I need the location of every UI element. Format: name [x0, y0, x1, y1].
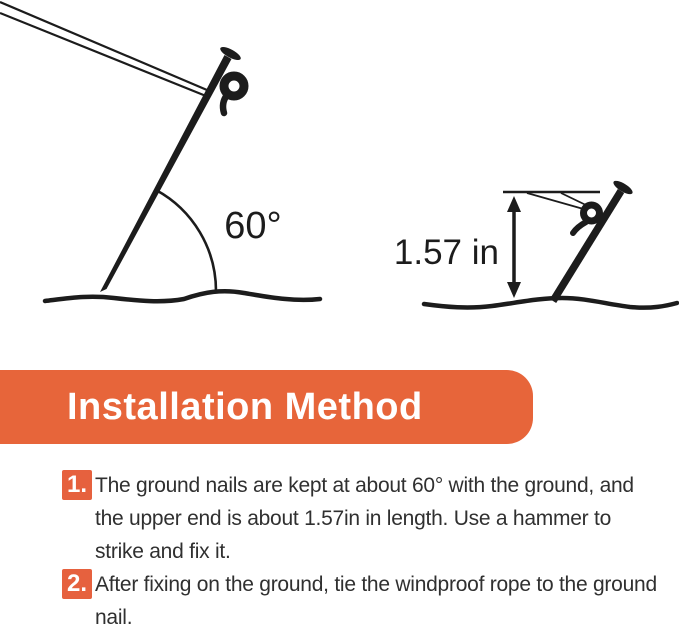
angle-arc	[156, 190, 216, 291]
step-number-badge: 2.	[62, 569, 92, 599]
instruction-item	[62, 469, 662, 568]
banner-title: Installation Method	[67, 385, 423, 428]
height-label: 1.57 in	[393, 233, 499, 272]
stake-hook-ring	[584, 205, 600, 221]
instruction-text: The ground nails are kept at about 60° with the ground, and the upper end is about 1.57in in length. Use a hammer to strike and fix it.	[95, 474, 634, 563]
rope-line	[0, 2, 207, 90]
measure-arrow-head-top	[507, 196, 521, 212]
section-banner	[0, 370, 533, 444]
angle-label: 60°	[224, 205, 282, 247]
rope-line	[0, 13, 206, 96]
instruction-item	[62, 568, 662, 628]
instruction-text: After fixing on the ground, tie the windproof rope to the ground nail.	[95, 573, 657, 628]
step-number-badge: 1.	[62, 470, 92, 500]
stake-hook-prong	[573, 222, 586, 233]
ground-line	[45, 291, 320, 301]
stake-hook-prong	[223, 95, 227, 113]
angle-diagram	[0, 2, 320, 301]
instruction-list	[62, 469, 662, 628]
height-diagram	[394, 178, 677, 307]
measure-arrow-head-bottom	[507, 282, 521, 298]
